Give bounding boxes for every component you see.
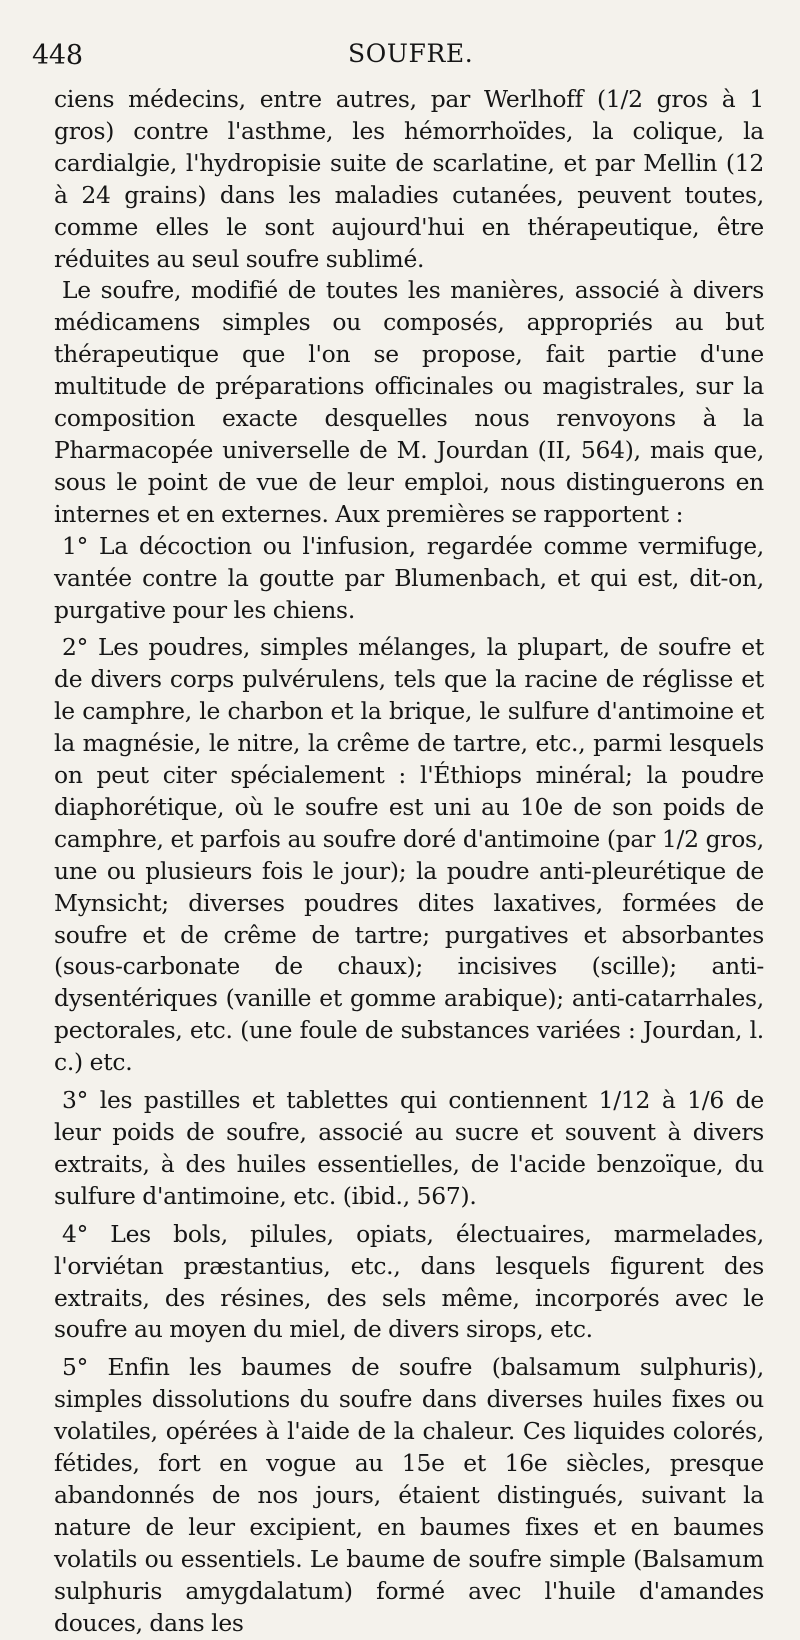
paragraph-item-5: 5° Enfin les baumes de soufre (balsamum sulphuris), simples dissolutions du soufre dans diverses huiles fixes ou volatiles, opérées à l'aide de la chaleur. Ces liquides colorés, fétides, fort en vogue au 15e et 16e siècles, presque abandonnés de nos jours, étaient distingués, suivant la nature de leur excipient, en baumes fixes et en baumes volatils ou essentiels. Le baume de soufre simple (Balsamum sulphuris amygdalatum) formé avec l'huile d'amandes douces, dans les <box>54 1353 764 1637</box>
running-head: SOUFRE. <box>348 39 474 68</box>
paragraph-item-1: 1° La décoction ou l'infusion, regardée comme vermifuge, vantée contre la goutte par Blumenbach, et qui est, dit-on, purgative pour les chiens. <box>54 531 764 624</box>
paragraph-item-2: 2° Les poudres, simples mélanges, la plupart, de soufre et de divers corps pulvérulens, tels que la racine de réglisse et le camphre, le charbon et la brique, le sulfure d'antimoine et la magnésie, le nitre, la crême de tartre, etc., parmi lesquels on peut citer spécialement : l'Éthiops minéral; la poudre diaphorétique, où le soufre est uni au 10e de son poids de camphre, et parfois au soufre doré d'antimoine (par 1/2 gros, une ou plusieurs fois le jour); la poudre anti-pleurétique de Mynsicht; diverses poudres dites laxatives, formées de soufre et de crême de tartre; purgatives et absorbantes (sous-carbonate de chaux); incisives (scille); anti-dysentériques (vanille et gomme arabique); anti-catarrhales, pectorales, etc. (une foule de substances variées : Jourdan, l. c.) etc. <box>54 633 764 1077</box>
paragraph-item-3: 3° les pastilles et tablettes qui contiennent 1/12 à 1/6 de leur poids de soufre, associé au sucre et souvent à divers extraits, à des huiles essentielles, de l'acide benzoïque, du sulfure d'antimoine, etc. (ibid., 567). <box>54 1086 764 1210</box>
page-number: 448 <box>32 40 83 71</box>
paragraph-item-4: 4° Les bols, pilules, opiats, électuaires, marmelades, l'orviétan præstantius, etc., dans lesquels figurent des extraits, des résines, des sels même, incorporés avec le soufre au moyen du miel, de divers sirops, etc. <box>54 1219 764 1344</box>
paragraph-soufre-modifie: Le soufre, modifié de toutes les manières, associé à divers médicamens simples ou composés, appropriés au but thérapeutique que l'on se propose, fait partie d'une multitude de préparations officinales ou magistrales, sur la composition exacte desquelles nous renvoyons à la Pharmacopée universelle de M. Jourdan (II, 564), mais que, sous le point de vue de leur emploi, nous distinguerons en internes et en externes. Aux premières se rapportent : <box>54 276 764 528</box>
paragraph-continuation: ciens médecins, entre autres, par Werlhoff (1/2 gros à 1 gros) contre l'asthme, les hémorrhoïdes, la colique, la cardialgie, l'hydropisie suite de scarlatine, et par Mellin (12 à 24 grains) dans les maladies cutanées, peuvent toutes, comme elles le sont aujourd'hui en thérapeutique, être réduites au seul soufre sublimé. <box>54 85 764 273</box>
page-header <box>32 38 764 84</box>
page-body <box>54 84 764 1640</box>
